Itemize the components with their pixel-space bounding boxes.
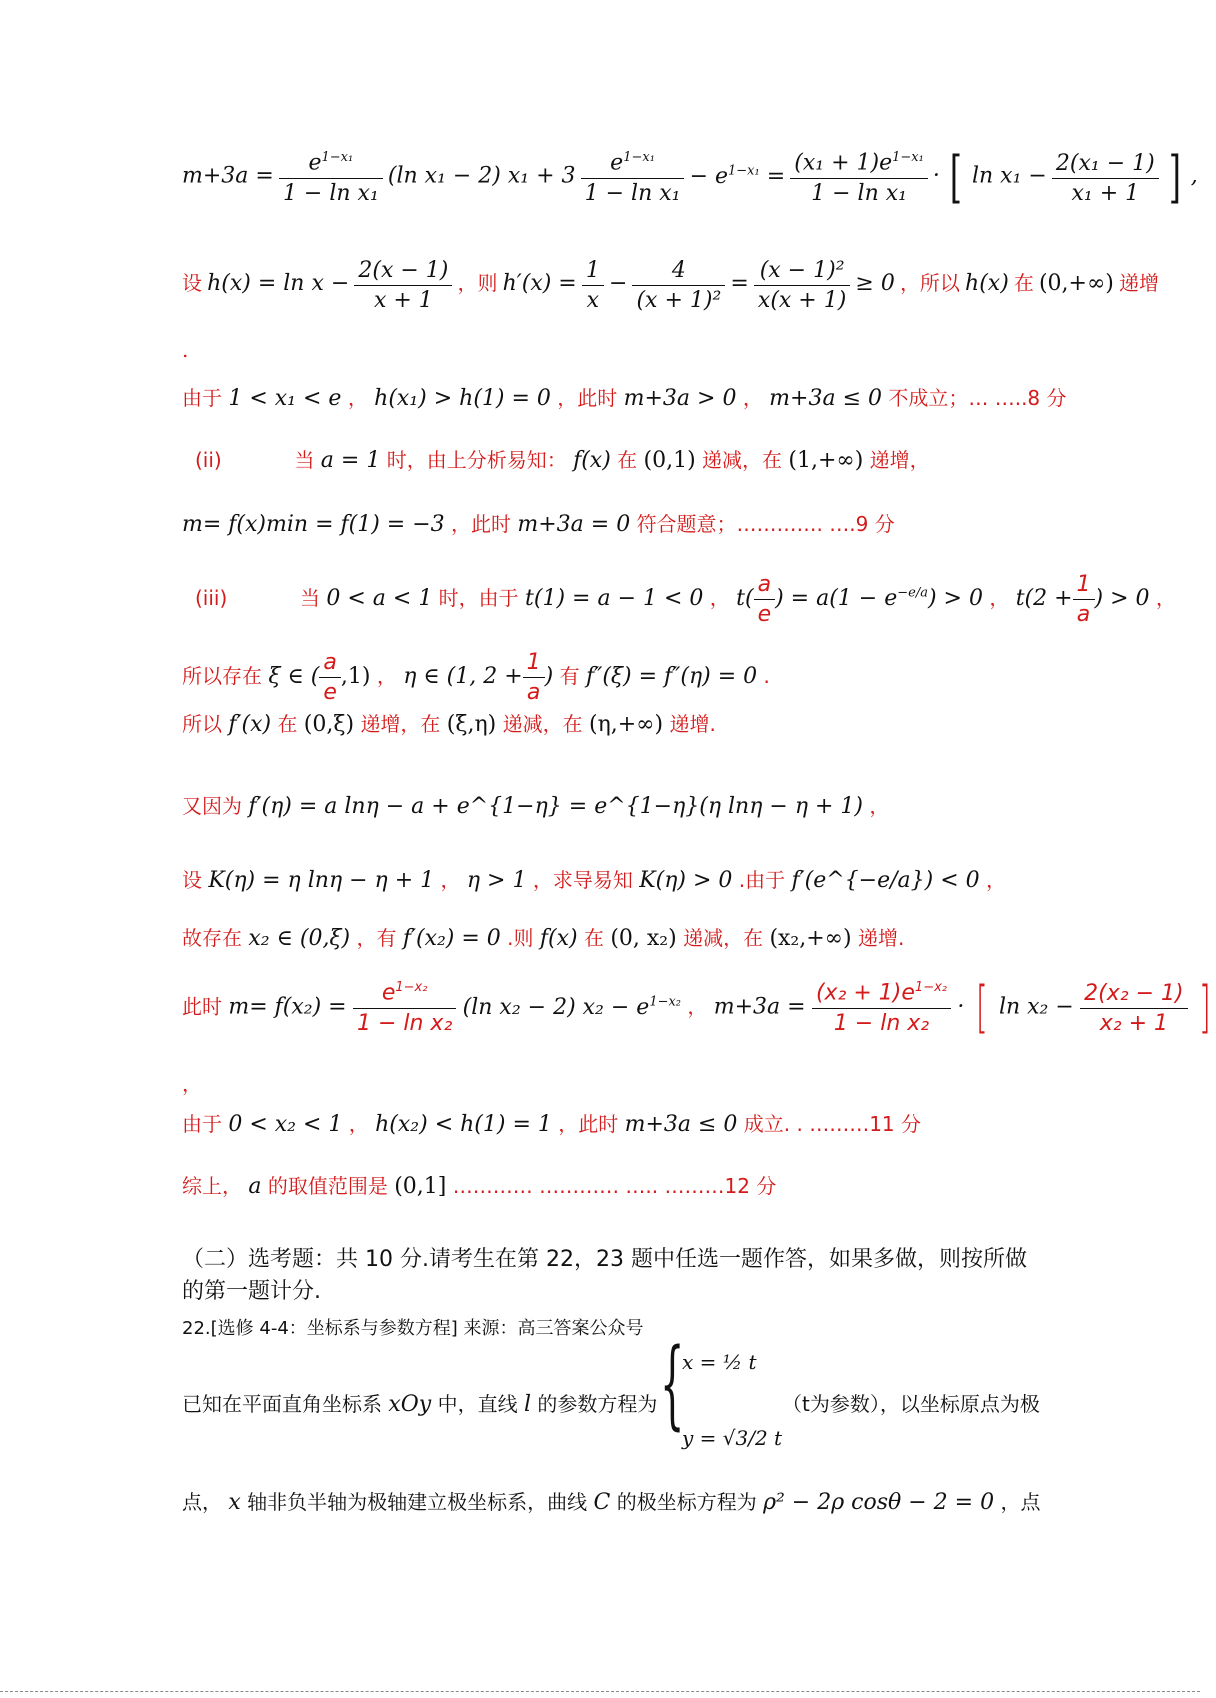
math: m+3a ≤ 0 — [624, 1112, 738, 1137]
question-22-line2 — [182, 1486, 1040, 1515]
line-case-iii: (iii) 当 0 < a < 1 时，由于 t(1) = a − 1 < 0 ， t( $\frac{a}{e}$ ) = $a(1 - e^{-e/a}) > 0$ ， t(2 + $\frac{1}{a}$ ) > 0 ， — [195, 572, 1176, 627]
text: 由于 — [182, 386, 222, 410]
score-text: ………… ………… ….. ………12 分 — [452, 1174, 777, 1198]
text: 已知在平面直角坐标系 — [182, 1392, 382, 1416]
line-m-min — [182, 508, 895, 537]
equation-m-plus-3a-x1: m+3a = $\frac{e^{1-x_1}}{\text{1 − ln x₁}}$ (ln x₁ − 2) x₁ + 3 $\frac{e^{1-x_1}}{\text{1 − ln x₁}}$ − $e^{1-x_1}$ = $\frac{(x_1 + 1)e^{1-x_1}}{\text{1 − ln x₁}}$ · [ ln x₁ − $\frac{\text{2(x₁ − 1)}}{\text{x₁ + 1}}$ ] , — [182, 145, 1198, 210]
math: x — [228, 1490, 241, 1515]
label-suoyi: ，所以 — [899, 271, 960, 295]
math: (x₂,+∞) — [769, 926, 852, 951]
math: f″(ξ) = f″(η) = 0 — [585, 664, 758, 689]
question-22-title: 22.[选修 4-4：坐标系与参数方程] 来源：高三答案公众号 — [182, 1318, 644, 1339]
label-ze: ，则 — [457, 271, 498, 295]
label-dizeng: 递增 — [1118, 271, 1159, 295]
question-22-line1-tail: （t为参数），以坐标原点为极 — [782, 1392, 1040, 1416]
text: 当 — [300, 586, 320, 610]
line-case-ii — [195, 444, 930, 473]
text: 在 — [583, 926, 604, 950]
math: m+3a > 0 — [623, 386, 737, 411]
line-since-x2 — [182, 1108, 921, 1137]
text: ，此时 — [451, 512, 512, 536]
math: (0,1) — [643, 448, 696, 473]
text: 又因为 — [182, 794, 242, 818]
line-fprime-monotonic — [182, 708, 716, 737]
text: ， — [742, 386, 763, 410]
math: a — [248, 1174, 262, 1199]
text: 递减，在 — [502, 712, 583, 736]
case-label: (ii) — [195, 448, 222, 472]
text: ， — [687, 994, 708, 1019]
math: m= f(x)min = f(1) = −3 — [182, 512, 445, 537]
line-exists-x2 — [182, 922, 904, 951]
text: 递增， — [869, 448, 930, 472]
text: 时，由于 — [438, 586, 519, 610]
text: 的取值范围是 — [267, 1174, 388, 1198]
text: ， — [869, 794, 890, 818]
math: C — [593, 1490, 611, 1515]
text: 点， — [182, 1490, 222, 1514]
math: η > 1 — [466, 868, 527, 893]
text: 有 — [559, 664, 580, 688]
math: 0 < a < 1 — [326, 586, 433, 611]
math: K(η) > 0 — [639, 868, 733, 893]
math: ρ² − 2ρ cosθ − 2 = 0 — [763, 1490, 995, 1515]
math: (η,+∞) — [588, 712, 664, 737]
line-since-x1 — [182, 382, 1067, 411]
text: 递增. — [857, 926, 905, 950]
text: ， — [985, 868, 1006, 892]
text: ， — [1155, 586, 1176, 610]
label-she: 设 — [182, 271, 202, 295]
line-exists-xi-eta: 所以存在 ξ ∈ ( $\frac{a}{e}$ ,1) ， η ∈ (1, 2 + $\frac{1}{a}$ ) 有 f″(ξ) = f″(η) = 0 . — [182, 650, 770, 705]
text: 的极坐标方程为 — [616, 1490, 757, 1514]
score-text: 不成立；… …..8 分 — [888, 386, 1067, 410]
math-text: m+3a = — [182, 163, 274, 189]
math: h(x₁) > h(1) = 0 — [374, 386, 551, 411]
param-eq-y: y = √3/2 t — [682, 1426, 783, 1450]
text: ，此时 — [557, 386, 618, 410]
text: ，点 — [1000, 1490, 1041, 1514]
math: 0 < x₂ < 1 — [228, 1112, 343, 1137]
math: (0,1] — [394, 1174, 447, 1199]
math-interval: (0,+∞) — [1038, 271, 1114, 296]
math: a = 1 — [320, 448, 381, 473]
text: ， — [440, 868, 461, 892]
math: xOy — [388, 1392, 432, 1417]
math: t(1) = a − 1 < 0 — [525, 586, 704, 611]
dot-line: . — [182, 338, 189, 362]
comma-line: ， — [182, 1072, 202, 1096]
text: 故存在 — [182, 926, 242, 950]
math: l — [523, 1392, 531, 1417]
text: .由于 — [738, 868, 786, 892]
param-eq-x: x = ½ t — [682, 1350, 757, 1374]
math: m+3a ≤ 0 — [769, 386, 882, 411]
text: 综上， — [182, 1174, 242, 1198]
text: 当 — [294, 448, 315, 472]
text: ， — [347, 386, 368, 410]
math: x₂ ∈ (0,ξ) — [248, 926, 351, 951]
text: ， — [376, 664, 397, 688]
math-hx: h(x) — [965, 271, 1009, 296]
math: f(x) — [539, 926, 578, 951]
text: 时，由上分析易知： — [386, 448, 567, 472]
math: 1 < x₁ < e — [228, 386, 342, 411]
text: . — [763, 664, 770, 688]
text: .则 — [507, 926, 534, 950]
text: 设 — [182, 868, 202, 892]
score-text: 符合题意；…………. ….9 分 — [636, 512, 895, 536]
text: 在 — [277, 712, 298, 736]
math: (0,ξ) — [303, 712, 355, 737]
text: 由于 — [182, 1112, 222, 1136]
text: 中，直线 — [437, 1392, 518, 1416]
system-brace: { — [660, 1328, 685, 1440]
text: 轴非负半轴为极轴建立极坐标系，曲线 — [247, 1490, 588, 1514]
equation-h-definition: 设 h(x) = ln x − $\frac{2(x - 1)}{x + 1}$ ，则 h′(x) = $\frac{1}{x}$ − $\frac{4}{\text{(x + 1)²}}$ = $\frac{\text{(x − 1)²}}{x(x + 1)}$ ≥ 0 ，所以 h(x) 在 (0,+∞) 递增 — [182, 258, 1159, 313]
math: K(η) = η lnη − η + 1 — [208, 868, 435, 893]
question-22-line1 — [182, 1388, 657, 1417]
math: h(x₂) < h(1) = 1 — [375, 1112, 552, 1137]
text: ， — [709, 586, 730, 610]
math: f′(x₂) = 0 — [402, 926, 501, 951]
page-bottom-divider — [0, 1691, 1200, 1692]
section-heading: （二）选考题：共 10 分.请考生在第 22，23 题中任选一题作答，如果多做，则按所做的第一题计分. — [182, 1247, 1027, 1304]
line-conclusion — [182, 1170, 776, 1199]
line-m-fx2: 此时 m= f(x₂) = $\frac{e^{1-x_2}}{\text{1 − ln x₂}}$ (ln x₂ − 2) $x_2 - e^{1-x_2}$ ， m+3a = $\frac{(x_2 + 1)e^{1-x_2}}{\text{1 − ln x₂}}$ · [ ln x₂ − $\frac{\text{2(x₂ − 1)}}{\text{x₂ + 1}}$ ] — [182, 975, 1211, 1040]
text: 此时 — [182, 994, 222, 1019]
math: m+3a = 0 — [517, 512, 631, 537]
case-label: (iii) — [195, 586, 228, 610]
math: (0, x₂) — [610, 926, 677, 951]
math: f′(x) — [228, 712, 272, 737]
text: 的参数方程为 — [537, 1392, 658, 1416]
text: ，有 — [356, 926, 397, 950]
text: 所以 — [182, 712, 222, 736]
text: ， — [989, 586, 1010, 610]
math: (ξ,η) — [446, 712, 497, 737]
score-text: 成立. . ………11 分 — [743, 1112, 922, 1136]
line-K-eta — [182, 864, 1006, 893]
text: 所以存在 — [182, 664, 262, 688]
text: 递增. — [669, 712, 716, 736]
math: (1,+∞) — [788, 448, 864, 473]
text: 递增，在 — [360, 712, 441, 736]
text: 递减，在 — [702, 448, 783, 472]
math: f(x) — [573, 448, 611, 473]
math: f′(η) = a lnη − a + e^{1−η} = e^{1−η}(η lnη − η + 1) — [248, 794, 863, 819]
math: f′(e^{−e/a}) < 0 — [791, 868, 980, 893]
line-fprime-eta — [182, 790, 889, 819]
label-zai: 在 — [1013, 271, 1034, 295]
text: ，求导易知 — [532, 868, 633, 892]
text: ，此时 — [558, 1112, 619, 1136]
text: ， — [348, 1112, 369, 1136]
text: 递减，在 — [683, 926, 764, 950]
text: 在 — [617, 448, 638, 472]
